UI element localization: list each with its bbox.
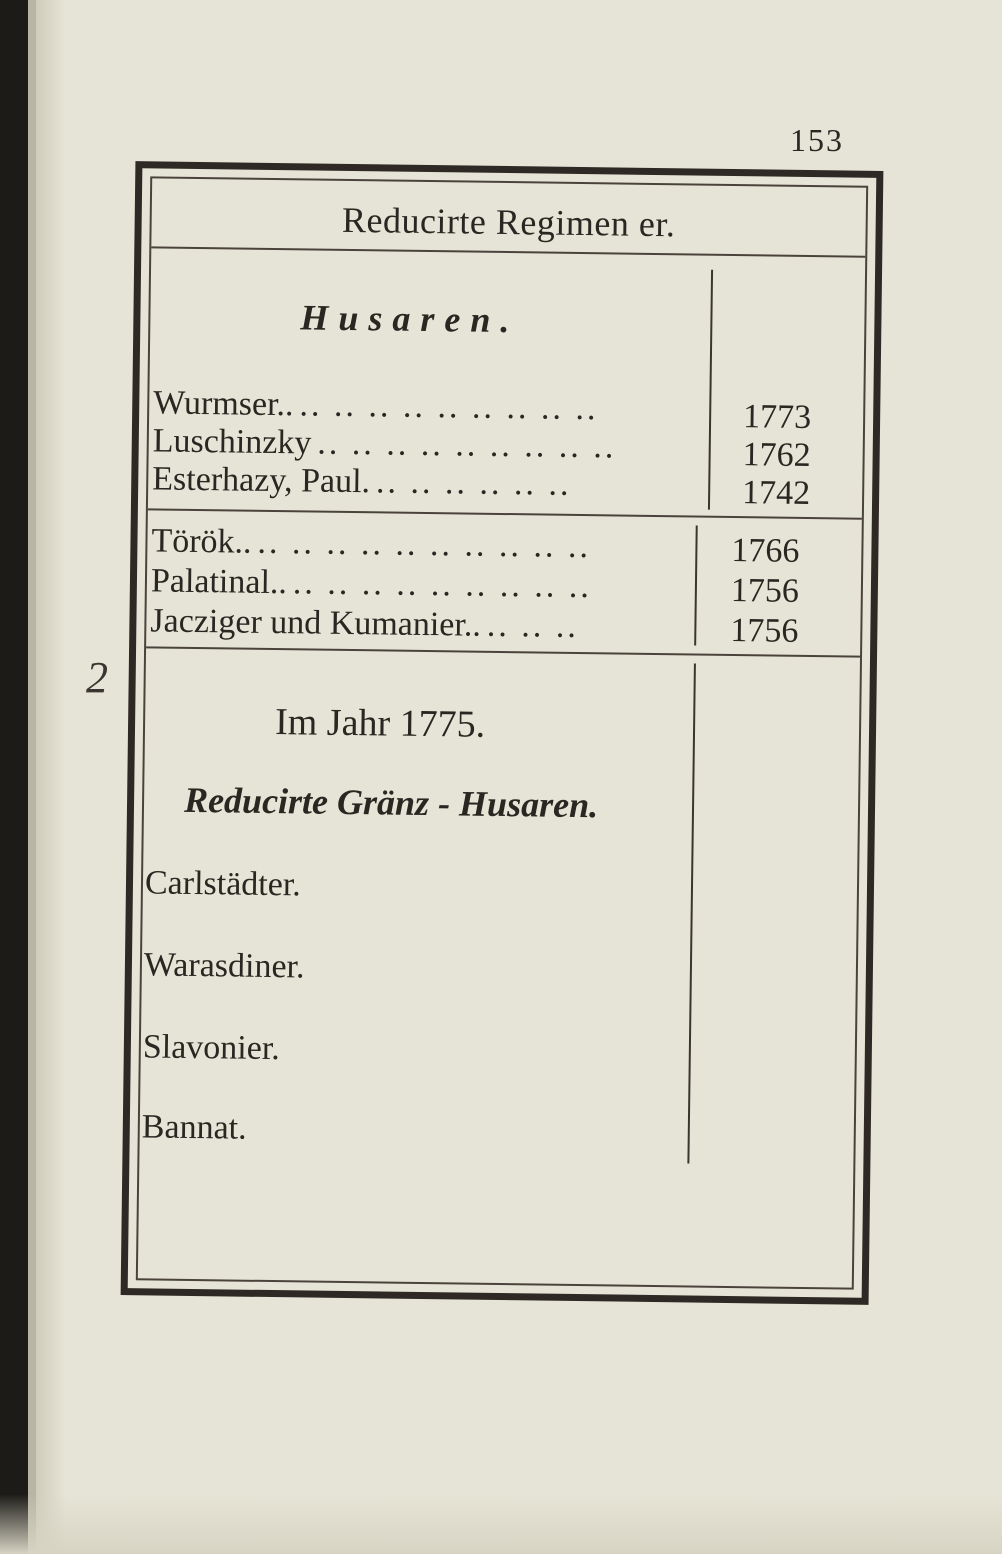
section-title: Husaren. — [300, 297, 520, 341]
leader-dots: .. .. .. — [486, 606, 580, 645]
regiment-year: 1756 — [730, 571, 800, 610]
leader-dots: .. .. .. .. .. .. .. .. .. — [317, 424, 617, 466]
regiment-name: Palatinal.. — [150, 562, 288, 602]
regiment-name: Wurmser.. — [153, 384, 294, 424]
regiment-name: Esterhazy, Paul. — [152, 460, 371, 501]
regiment-year: 1762 — [742, 436, 811, 475]
table-row — [153, 422, 617, 466]
subheading: Reducirte Gränz - Husaren. — [183, 779, 599, 826]
table-row — [151, 522, 591, 566]
margin-note: 2 — [86, 653, 108, 702]
list-item: Slavonier. — [142, 1028, 281, 1068]
regiment-name: Luschinzky — [152, 422, 312, 462]
bottom-shadow — [0, 1494, 1002, 1554]
leader-dots: .. .. .. .. .. .. — [375, 463, 572, 503]
leader-dots: .. .. .. .. .. .. .. .. .. — [292, 564, 593, 606]
regiment-year: 1742 — [741, 474, 811, 513]
page-number: 153 — [790, 122, 844, 158]
table-inner-border — [136, 176, 868, 1289]
regiment-name: Jacziger und Kumanier.. — [150, 602, 482, 644]
leader-dots: .. .. .. .. .. .. .. .. .. .. — [257, 523, 592, 566]
header-rule — [151, 246, 865, 257]
leader-dots: .. .. .. .. .. .. .. .. .. — [299, 386, 599, 428]
column-separator — [708, 270, 713, 510]
table-row — [153, 384, 599, 428]
list-item: Bannat. — [141, 1108, 247, 1147]
table-row — [150, 602, 579, 646]
column-separator — [687, 664, 696, 1164]
regiment-year: 1756 — [730, 611, 799, 650]
list-item: Carlstädter. — [144, 864, 302, 904]
book-gutter — [0, 0, 28, 1554]
regiment-year: 1773 — [742, 398, 812, 437]
year-heading: Im Jahr 1775. — [274, 701, 486, 746]
page-edge — [28, 0, 36, 1554]
list-item: Warasdiner. — [143, 946, 305, 986]
page-shadow — [36, 0, 66, 1554]
table-row — [151, 562, 592, 606]
regiment-year: 1766 — [731, 531, 800, 570]
table-row — [152, 460, 572, 503]
table-header: Reducirte Regimen er. — [341, 199, 676, 245]
column-separator — [694, 526, 698, 646]
table-frame — [121, 161, 884, 1305]
regiment-name: Török.. — [151, 522, 252, 561]
